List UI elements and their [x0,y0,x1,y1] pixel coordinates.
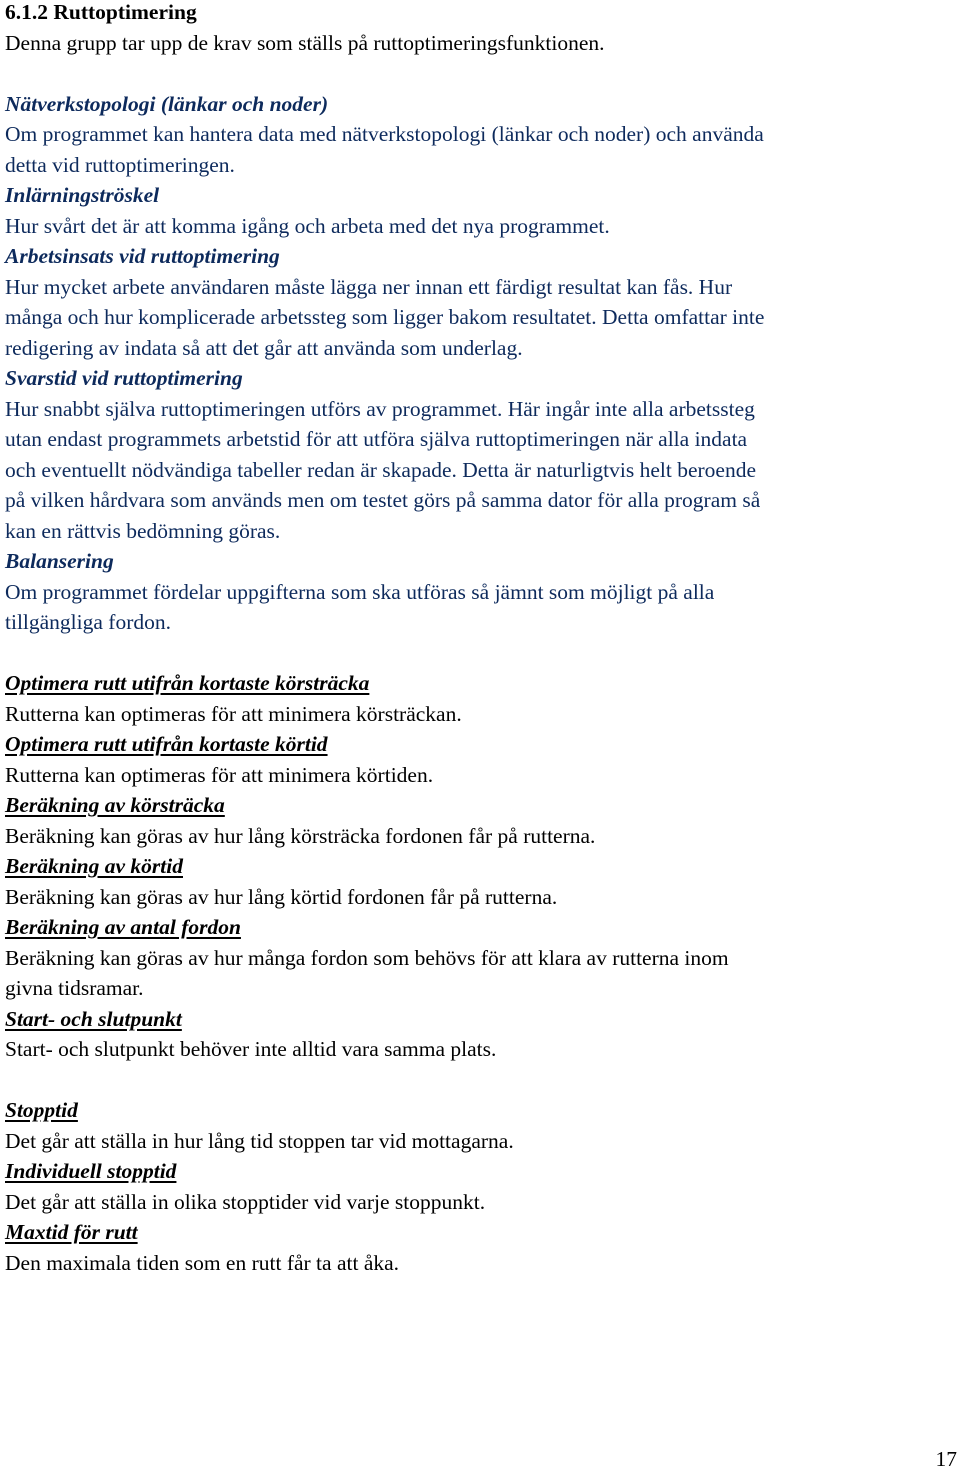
criterion-heading: Stopptid [5,1098,78,1122]
criterion-text-line: kan en rättvis bedömning göras. [5,518,281,543]
criterion-heading: Start- och slutpunkt [5,1006,182,1031]
criterion [5,790,955,851]
criterion-text-line: Det går att ställa in olika stopptider vid varje stoppunkt. [5,1189,486,1214]
criterion [5,89,955,181]
criterion-text-line: Hur mycket arbete användaren måste lägga ner innan ett färdigt resultat kan fås. Hur [5,274,733,299]
criterion [5,363,955,546]
document-page [5,0,955,1278]
spacer [5,638,955,669]
criterion-text-line: Om programmet kan hantera data med nätverkstopologi (länkar och noder) och använda [5,122,764,146]
criterion-text-line: utan endast programmets arbetstid för att utföra själva ruttoptimeringen när alla indata [5,427,748,451]
criterion [5,851,955,912]
criterion-heading: Beräkning av antal fordon [5,915,241,939]
criteria-group-2 [5,668,955,1065]
criterion [5,180,955,241]
criterion-text-line: Det går att ställa in hur lång tid stoppen tar vid mottagarna. [5,1128,514,1153]
spacer [5,58,955,89]
criterion-heading: Beräkning av körtid [5,854,183,878]
criterion-heading: Svarstid vid ruttoptimering [5,366,243,390]
criteria-group-3 [5,1095,955,1278]
criterion [5,241,955,363]
criterion [5,1004,955,1065]
criterion-text-line: Hur svårt det är att komma igång och arbeta med det nya programmet. [5,213,610,238]
criterion-text-line: och eventuellt nödvändiga tabeller redan är skapade. Detta är naturligtvis helt beroende [5,457,756,482]
criterion-text-line: tillgängliga fordon. [5,610,171,634]
criterion-heading: Maxtid för rutt [5,1220,138,1244]
criterion-text-line: Hur snabbt själva ruttoptimeringen utförs av programmet. Här ingår inte alla arbetssteg [5,396,755,421]
criterion-text-line: Den maximala tiden som en rutt får ta att åka. [5,1250,400,1275]
criterion-heading: Optimera rutt utifrån kortaste körsträcka [5,671,370,695]
criterion-heading: Inlärningströskel [5,183,160,207]
criterion-text-line: många och hur komplicerade arbetssteg som ligger bakom resultatet. Detta omfattar inte [5,305,765,329]
criterion [5,668,955,729]
section-title: 6.1.2 Ruttoptimering [5,0,197,24]
criterion-text-line: Om programmet fördelar uppgifterna som ska utföras så jämnt som möjligt på alla [5,579,715,604]
criterion-heading: Beräkning av körsträcka [5,793,225,817]
spacer [5,1065,955,1096]
criterion [5,1217,955,1278]
criterion [5,1156,955,1217]
page-number: 17 [935,1447,957,1471]
section-intro: Denna grupp tar upp de krav som ställs på ruttoptimeringsfunktionen. [5,30,605,55]
criterion-text-line: Rutterna kan optimeras för att minimera körsträckan. [5,701,462,726]
criterion-heading: Nätverkstopologi (länkar och noder) [5,91,329,116]
criterion-heading: Balansering [5,549,114,573]
criterion-text-line: på vilken hårdvara som används men om testet görs på samma dator för alla program så [5,488,761,512]
criterion-heading: Individuell stopptid [5,1159,177,1183]
criterion-text-line: Start- och slutpunkt behöver inte alltid vara samma plats. [5,1037,497,1061]
criterion-text-line: Beräkning kan göras av hur många fordon som behövs för att klara av rutterna inom [5,945,729,970]
criterion [5,546,955,638]
criterion [5,729,955,790]
criterion-text-line: redigering av indata så att det går att använda som underlag. [5,335,523,360]
criteria-group-1 [5,89,955,638]
criterion [5,912,955,1004]
criterion-text-line: Rutterna kan optimeras för att minimera körtiden. [5,762,434,787]
criterion-heading: Arbetsinsats vid ruttoptimering [5,244,280,268]
criterion-text-line: givna tidsramar. [5,976,144,1000]
criterion-text-line: Beräkning kan göras av hur lång körtid fordonen får på rutterna. [5,884,558,909]
criterion-text-line: Beräkning kan göras av hur lång körsträcka fordonen får på rutterna. [5,823,596,848]
criterion-heading: Optimera rutt utifrån kortaste körtid [5,732,328,756]
criterion [5,1095,955,1156]
criterion-text-line: detta vid ruttoptimeringen. [5,152,235,177]
